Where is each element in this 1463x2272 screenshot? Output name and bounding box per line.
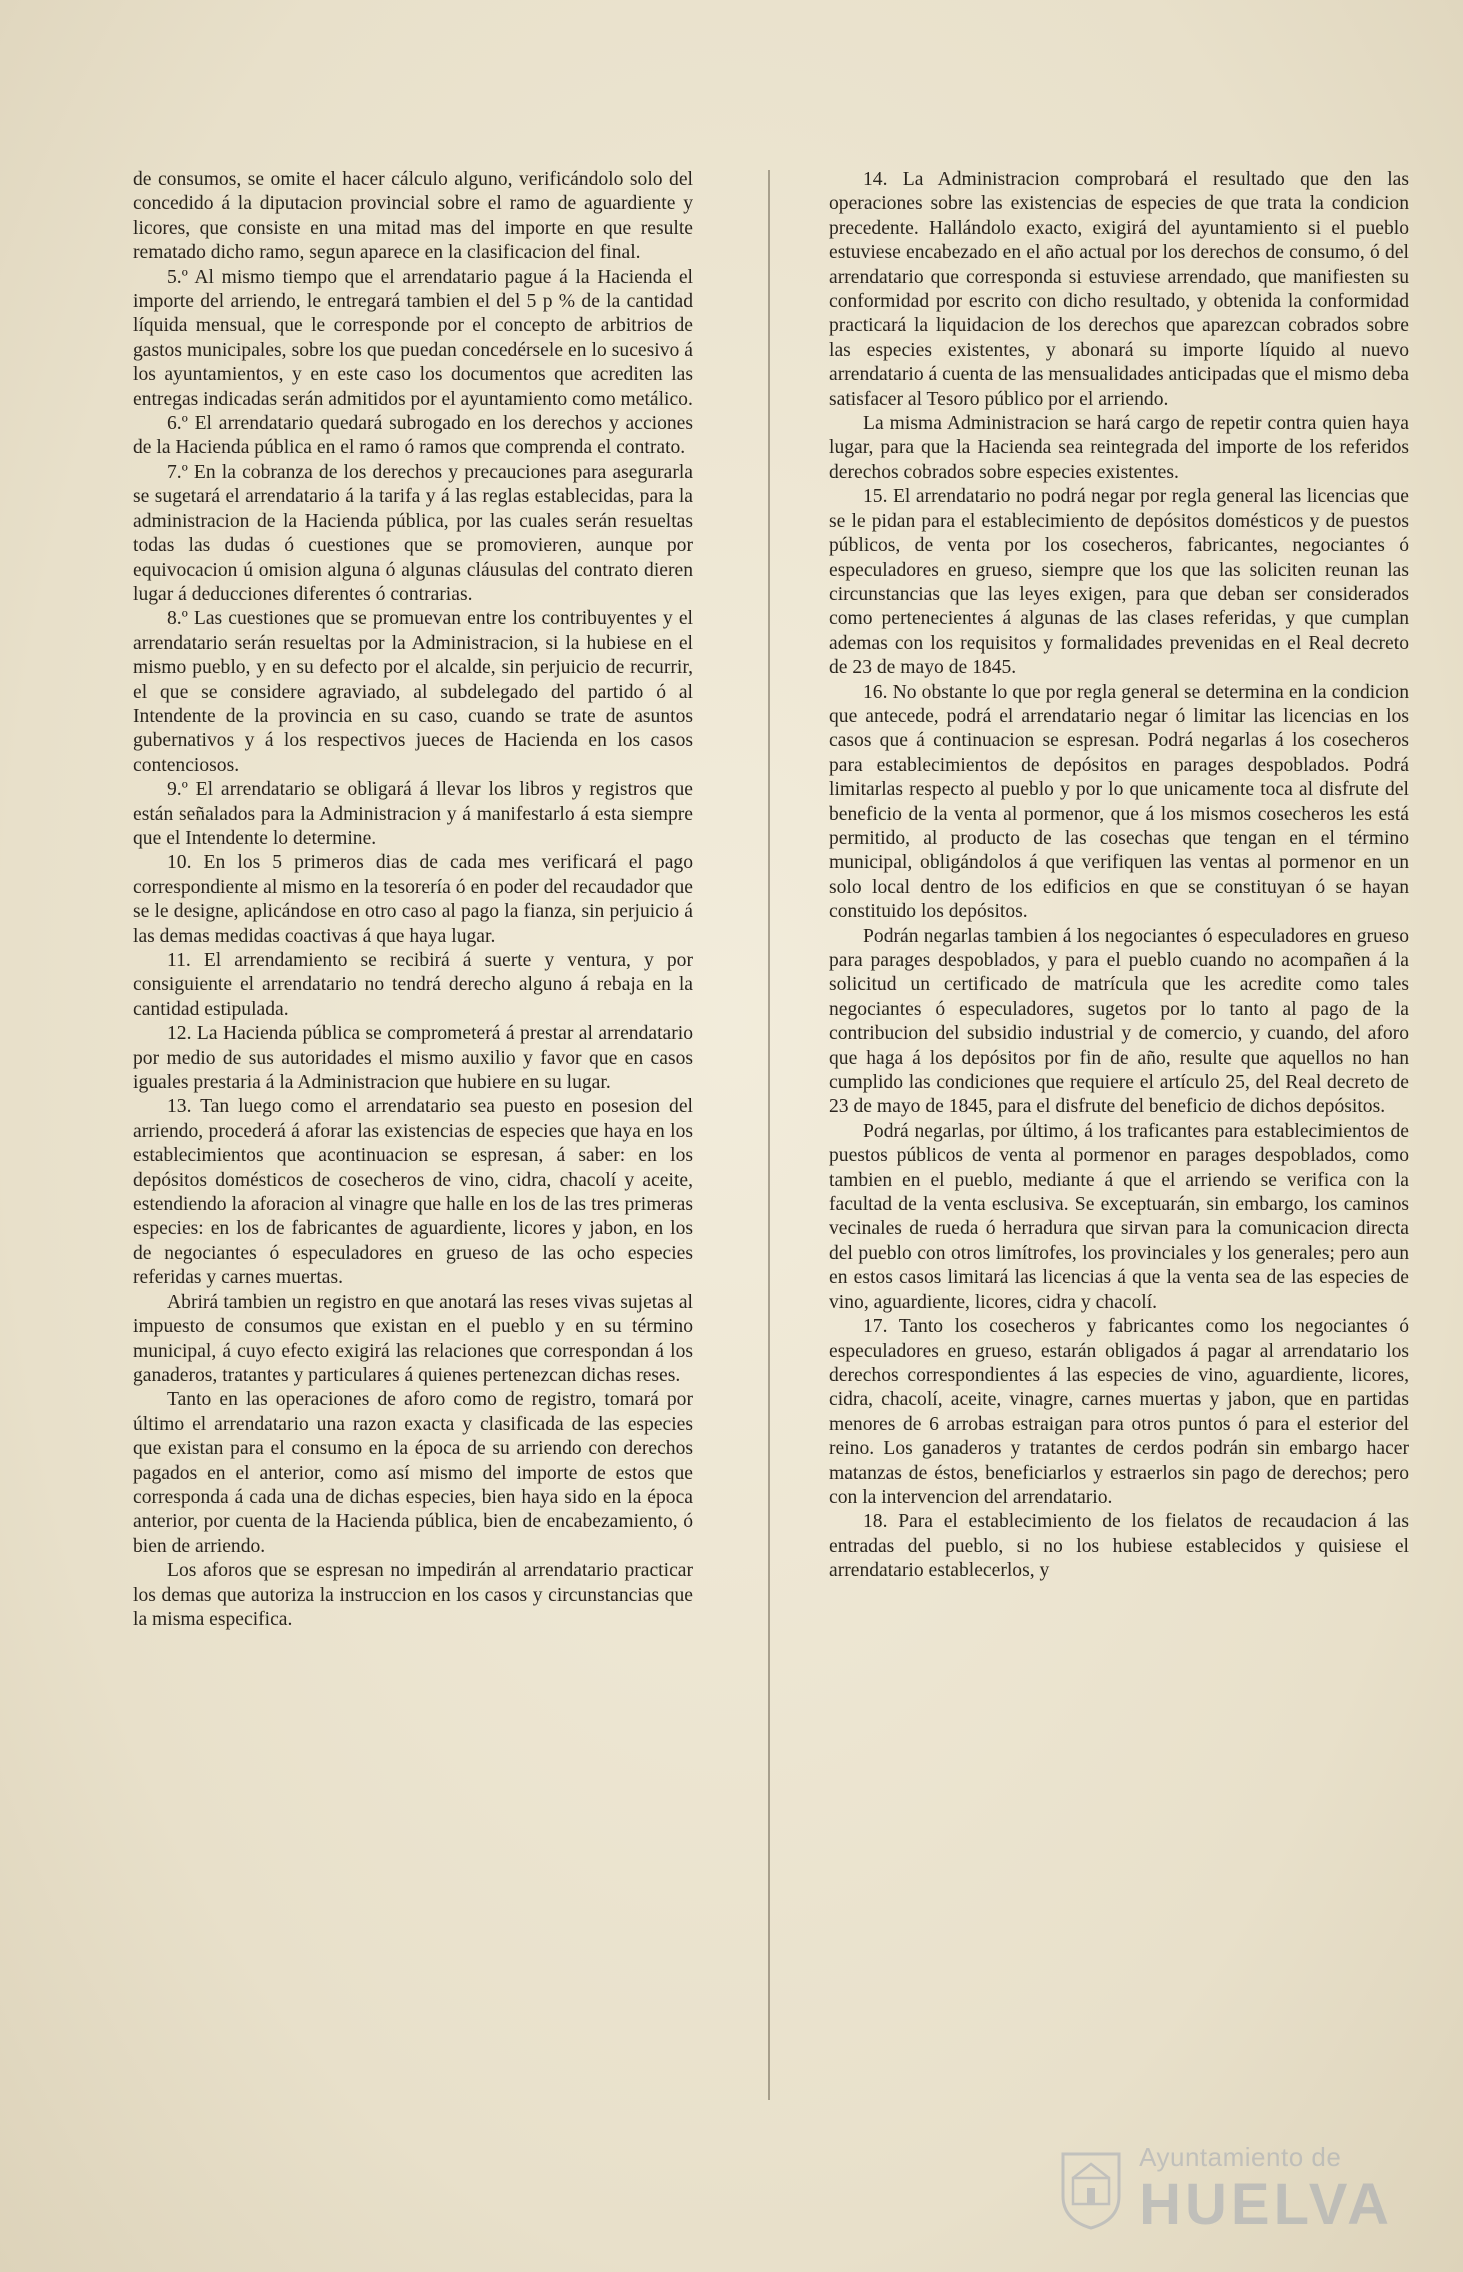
paragraph: 17. Tanto los cosecheros y fabricantes como los negociantes ó especuladores en grueso, estarán obligados á pagar al arrendatario los derechos correspondientes á las especies de vino, aguardiente, licores, cidra, chacolí, aceite, vinagre, carnes muertas y jabon, que en partidas menores de 6 arrobas estraigan para otros puntos ó para el esterior del reino. Los ganaderos y tratantes de cerdos podrán sin embargo hacer matanzas de éstos, beneficiarlos y estraerlos sin pago de derechos; pero con la intervencion del arrendatario. [829, 1316, 1409, 1508]
paragraph: 6.º El arrendatario quedará subrogado en los derechos y acciones de la Hacienda pública en el ramo ó ramos que comprenda el contrato. [133, 413, 693, 459]
coat-of-arms-icon [1059, 2148, 1123, 2230]
paragraph: La misma Administracion se hará cargo de repetir contra quien haya lugar, para que la Hacienda sea reintegrada del importe de los referidos derechos cobrados sobre especies existentes. [829, 413, 1409, 483]
paragraph: 10. En los 5 primeros dias de cada mes verificará el pago correspondiente al mismo en la tesorería ó en poder del recaudador que se le designe, aplicándose en otro caso al pago la fianza, sin perjuicio á las demas medidas coactivas á que haya lugar. [133, 852, 693, 947]
paragraph: 16. No obstante lo que por regla general se determina en la condicion que antecede, podrá el arrendatario negar ó limitar las licencias en los casos que á continuacion se espresan. Podrá negarlas á los cosecheros para establecimientos de depósitos en parages despoblados. Podrá limitarlas respecto al pueblo y por lo que unicamente toca al disfrute del beneficio de la venta al pormenor, que á los mismos cosecheros les está permitido, al producto de las cosechas que tengan en el término municipal, obligándolos á que verifiquen las ventas al pormenor en un solo local dentro de los edificios en que se constituyan ó se hayan constituido los depósitos. [829, 681, 1409, 923]
paragraph: 14. La Administracion comprobará el resultado que den las operaciones sobre las existencias de especies de que trata la condicion precedente. Hallándolo exacto, exigirá del ayuntamiento si el pueblo estuviese encabezado en el año actual por los derechos de consumo, ó del arrendatario que corresponda si estuviese arrendado, que manifiesten su conformidad por escrito con dicho resultado, y obtenida la conformidad practicará la liquidacion de los derechos que aparezcan cobrados sobre las especies existentes, y abonará su importe líquido al nuevo arrendatario á cuenta de las mensualidades anticipadas que el mismo deba satisfacer al Tesoro público por el arriendo. [829, 169, 1409, 410]
paragraph: 13. Tan luego como el arrendatario sea puesto en posesion del arriendo, procederá á aforar las existencias de especies que haya en los establecimientos que acontinuacion se espresan, á saber: en los depósitos domésticos de cosecheros de vino, cidra, chacolí y aceite, estendiendo la aforacion al vinagre que halle en los de las tres primeras especies: en los de fabricantes de aguardiente, licores y jabon, en los de negociantes ó especuladores en grueso de las ocho especies referidas y carnes muertas. [133, 1096, 693, 1289]
left-column [133, 168, 693, 1632]
paragraph: 18. Para el establecimiento de los fielatos de recaudacion á las entradas del pueblo, si no los hubiese establecidos y quisiese el arrendatario establecerlos, y [829, 1511, 1409, 1582]
watermark-line-2: HUELVA [1139, 2172, 1393, 2237]
watermark [1059, 2142, 1393, 2237]
paragraph: 15. El arrendatario no podrá negar por regla general las licencias que se le pidan para el establecimiento de depósitos domésticos y de puestos públicos, de venta por los cosecheros, fabricantes, negociantes ó especuladores en grueso, siempre que los que las soliciten reunan las circunstancias que las leyes exigen, para que deban ser considerados como pertenecientes á algunas de las clases referidas, y que cumplan ademas con los requisitos y formalidades prevenidas en el Real decreto de 23 de mayo de 1845. [829, 486, 1409, 679]
paragraph: 9.º El arrendatario se obligará á llevar los libros y registros que están señalados para la Administracion y á manifestarlo á esta siempre que el Intendente lo determine. [133, 779, 693, 849]
paragraph: 12. La Hacienda pública se comprometerá á prestar al arrendatario por medio de sus autoridades el mismo auxilio y favor que en casos iguales prestaria á la Administracion que hubiere en su lugar. [133, 1023, 693, 1094]
paragraph: Tanto en las operaciones de aforo como de registro, tomará por último el arrendatario una razon exacta y clasificada de las especies que existan para el consumo en la época de su arriendo con derechos pagados en el anterior, como así mismo del importe de estos que corresponda á cada una de dichas especies, bien haya sido en la época anterior, por cuenta de la Hacienda pública, bien de encabezamiento, ó bien de arriendo. [133, 1389, 693, 1557]
paragraph: Los aforos que se espresan no impedirán al arrendatario practicar los demas que autoriza la instruccion en los casos y circunstancias que la misma especifica. [133, 1560, 693, 1630]
column-divider [768, 170, 770, 2100]
paragraph: 8.º Las cuestiones que se promuevan entre los contribuyentes y el arrendatario serán resueltas por la Administracion, si la hubiese en el mismo pueblo, y en su defecto por el alcalde, sin perjuicio de recurrir, el que se considere agraviado, al subdelegado del partido ó al Intendente de la provincia en su caso, cuando se trate de asuntos gubernativos y á los respectivos jueces de Hacienda en los casos contenciosos. [133, 608, 693, 776]
paragraph: Podrán negarlas tambien á los negociantes ó especuladores en grueso para parages despoblados, y para el pueblo cuando no acompañen á la solicitud un certificado de matrícula que les acredite como tales negociantes ó especuladores, sugetos por lo tanto al pago de la contribucion del subsidio industrial y de comercio, y cuando, del aforo que haga á los depósitos por fin de año, resulte que aquellos no han cumplido las condiciones que requiere el artículo 25, del Real decreto de 23 de mayo de 1845, para el disfrute del beneficio de dichos depósitos. [829, 925, 1409, 1118]
paragraph: Podrá negarlas, por último, á los traficantes para establecimientos de puestos públicos de venta al pormenor en parages despoblados, como tambien en el pueblo, mediante á que el arriendo se verifica con la facultad de la venta esclusiva. Se exceptuarán, sin embargo, los caminos vecinales de rueda ó herradura que sirvan para la comunicacion directa del pueblo con otros limítrofes, los provinciales y los generales; pero aun en estos casos limitará las licencias á que la venta sea de las especies de vino, aguardiente, licores, cidra y chacolí. [829, 1120, 1409, 1313]
right-column [829, 168, 1409, 1584]
paragraph: 7.º En la cobranza de los derechos y precauciones para asegurarla se sugetará el arrendatario á la tarifa y á las reglas establecidas, para la administracion de la Hacienda pública, por las cuales serán resueltas todas las dudas ó cuestiones que se promovieren, aunque por equivocacion ú omision alguna ó algunas cláusulas del contrato dieren lugar á deducciones diferentes ó contrarias. [133, 461, 693, 605]
paragraph: 11. El arrendamiento se recibirá á suerte y ventura, y por consiguiente el arrendatario no tendrá derecho alguno á rebaja en la cantidad estipulada. [133, 950, 693, 1020]
paragraph: Abrirá tambien un registro en que anotará las reses vivas sujetas al impuesto de consumos que existan en el pueblo y en su término municipal, á cuyo efecto exigirá las relaciones que correspondan á los ganaderos, tratantes y particulares á quienes pertenezcan dichas reses. [133, 1291, 693, 1386]
paragraph: de consumos, se omite el hacer cálculo alguno, verificándolo solo del concedido á la diputacion provincial sobre el ramo de aguardiente y licores, que consiste en una mitad mas del importe en que resulte rematado dicho ramo, segun aparece en la clasificacion del final. [133, 169, 693, 264]
paragraph: 5.º Al mismo tiempo que el arrendatario pague á la Hacienda el importe del arriendo, le entregará tambien el del 5 p % de la cantidad líquida mensual, que le corresponde por el concepto de arbitrios de gastos municipales, sobre los que puedan concedérsele en lo sucesivo á los ayuntamientos, y en este caso los documentos que acrediten las entregas indicadas serán admitidos por el ayuntamiento como metálico. [133, 266, 693, 410]
watermark-line-1: Ayuntamiento de [1139, 2142, 1342, 2172]
